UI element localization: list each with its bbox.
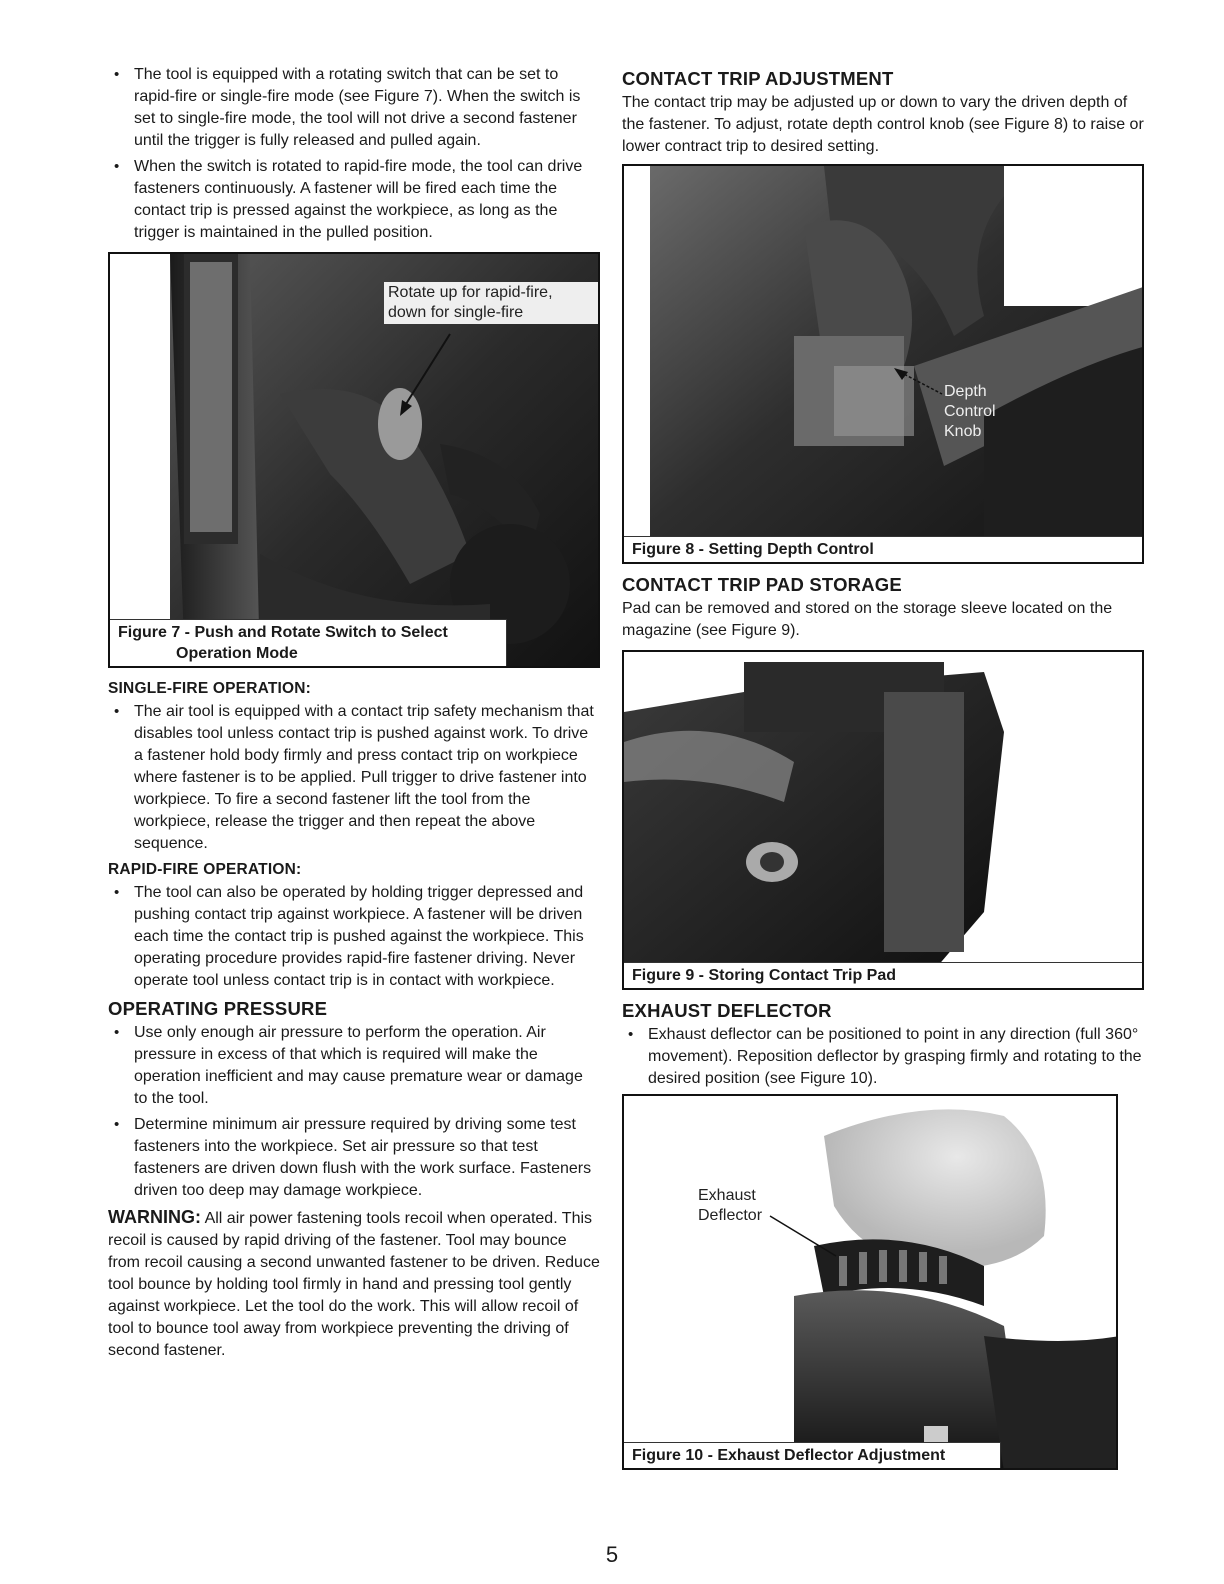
figure-10	[622, 1094, 1118, 1470]
figure-7-callout	[384, 282, 600, 324]
figure-8-callout	[944, 382, 996, 442]
figure-7-callout-line2: down for single-fire	[388, 304, 524, 321]
figure-9-caption: Figure 9 - Storing Contact Trip Pad	[624, 962, 1142, 988]
single-fire-text: • The air tool is equipped with a contact trip safety mechanism that disables tool unless contact trip is pushed against work. To drive a fastener hold body firmly and press contact trip on workpiece where fastener is to be applied. Pull trigger to drive fastener into workpiece. To fire a second fastener lift the tool from the workpiece, release the trigger and then repeat the above sequence.	[108, 701, 600, 855]
figure-7-caption	[110, 619, 507, 666]
figure-8-callout-line1: Depth	[944, 383, 987, 400]
rapid-fire-heading: RAPID-FIRE OPERATION:	[108, 861, 302, 878]
figure-8	[622, 164, 1144, 564]
contact-trip-text: The contact trip may be adjusted up or down to vary the driven depth of the fastener. To adjust, rotate depth control knob (see Figure 8) to raise or lower contract trip to desired setting.	[622, 94, 1144, 155]
pad-storage-text: Pad can be removed and stored on the storage sleeve located on the magazine (see Figure 9).	[622, 600, 1113, 639]
figure-10-callout-line2: Deflector	[698, 1207, 763, 1224]
warning-paragraph	[108, 1206, 600, 1362]
figure-8-photo	[624, 166, 1144, 564]
operating-pressure-bullet: • Use only enough air pressure to perform the operation. Air pressure in excess of that which is required will make the operation inefficient and may cause premature wear or damage to the tool.	[108, 1022, 600, 1110]
exhaust-heading: EXHAUST DEFLECTOR	[622, 1000, 832, 1021]
operating-pressure-bullets	[108, 1022, 600, 1202]
warning-label: WARNING:	[108, 1207, 201, 1227]
warning-text: All air power fastening tools recoil when operated. This recoil is caused by rapid driving of the fastener. Tool may bounce from recoil causing a second unwanted fastener to be driven. Reduce tool bounce by holding tool firmly in hand and pressing tool gently against workpiece. Let the tool do the work. This will allow recoil of tool to bounce tool away from workpiece preventing the driving of second fastener.	[108, 1210, 600, 1359]
intro-bullet: • When the switch is rotated to rapid-fire mode, the tool can drive fasteners continuously. A fastener will be fired each time the contact trip is pressed against the workpiece, as long as the trigger is maintained in the pulled position.	[108, 156, 600, 244]
right-column	[622, 64, 1144, 1470]
figure-9	[622, 650, 1144, 990]
figure-8-callout-line3: Knob	[944, 423, 982, 440]
figure-8-callout-line2: Control	[944, 403, 996, 420]
left-column	[108, 64, 600, 1362]
rapid-fire-bullets	[108, 882, 600, 992]
figure-7-caption-line1: Figure 7 - Push and Rotate Switch to Select	[118, 624, 448, 641]
intro-bullets	[108, 64, 600, 244]
rapid-fire-text: • The tool can also be operated by holding trigger depressed and pushing contact trip against workpiece. A fastener will be driven each time the contact trip is pushed against the workpiece. This operating procedure provides rapid-fire fastener driving. Never operate tool unless contact trip is in contact with workpiece.	[108, 882, 600, 992]
figure-7	[108, 252, 600, 668]
figure-9-photo	[624, 652, 1144, 990]
single-fire-heading: SINGLE-FIRE OPERATION:	[108, 680, 312, 697]
operating-pressure-bullet: • Determine minimum air pressure required by driving some test fasteners into the workpiece. Set air pressure so that test fasteners are driven down flush with the work surface. Fasteners driven too deep may damage workpiece.	[108, 1114, 600, 1202]
operating-pressure-heading: OPERATING PRESSURE	[108, 998, 328, 1019]
figure-10-callout	[698, 1186, 762, 1226]
figure-10-photo	[624, 1096, 1118, 1470]
figure-7-callout-line1: Rotate up for rapid-fire,	[388, 284, 553, 301]
exhaust-bullets	[622, 1024, 1144, 1090]
figure-10-callout-line1: Exhaust	[698, 1187, 756, 1204]
contact-trip-heading: CONTACT TRIP ADJUSTMENT	[622, 68, 894, 89]
figure-8-caption: Figure 8 - Setting Depth Control	[624, 536, 1142, 562]
single-fire-bullets	[108, 701, 600, 855]
figure-7-caption-line2: Operation Mode	[176, 645, 298, 662]
intro-bullet: • The tool is equipped with a rotating switch that can be set to rapid-fire or single-fire mode (see Figure 7). When the switch is set to single-fire mode, the tool will not drive a second fastener until the trigger is fully released and pulled again.	[108, 64, 600, 152]
figure-10-caption: Figure 10 - Exhaust Deflector Adjustment	[624, 1442, 1001, 1468]
page-number: 5	[605, 1542, 619, 1567]
pad-storage-heading: CONTACT TRIP PAD STORAGE	[622, 574, 902, 595]
exhaust-bullet: • Exhaust deflector can be positioned to point in any direction (full 360° movement). Reposition deflector by grasping firmly and rotating to the desired position (see Figure 10).	[622, 1024, 1144, 1090]
